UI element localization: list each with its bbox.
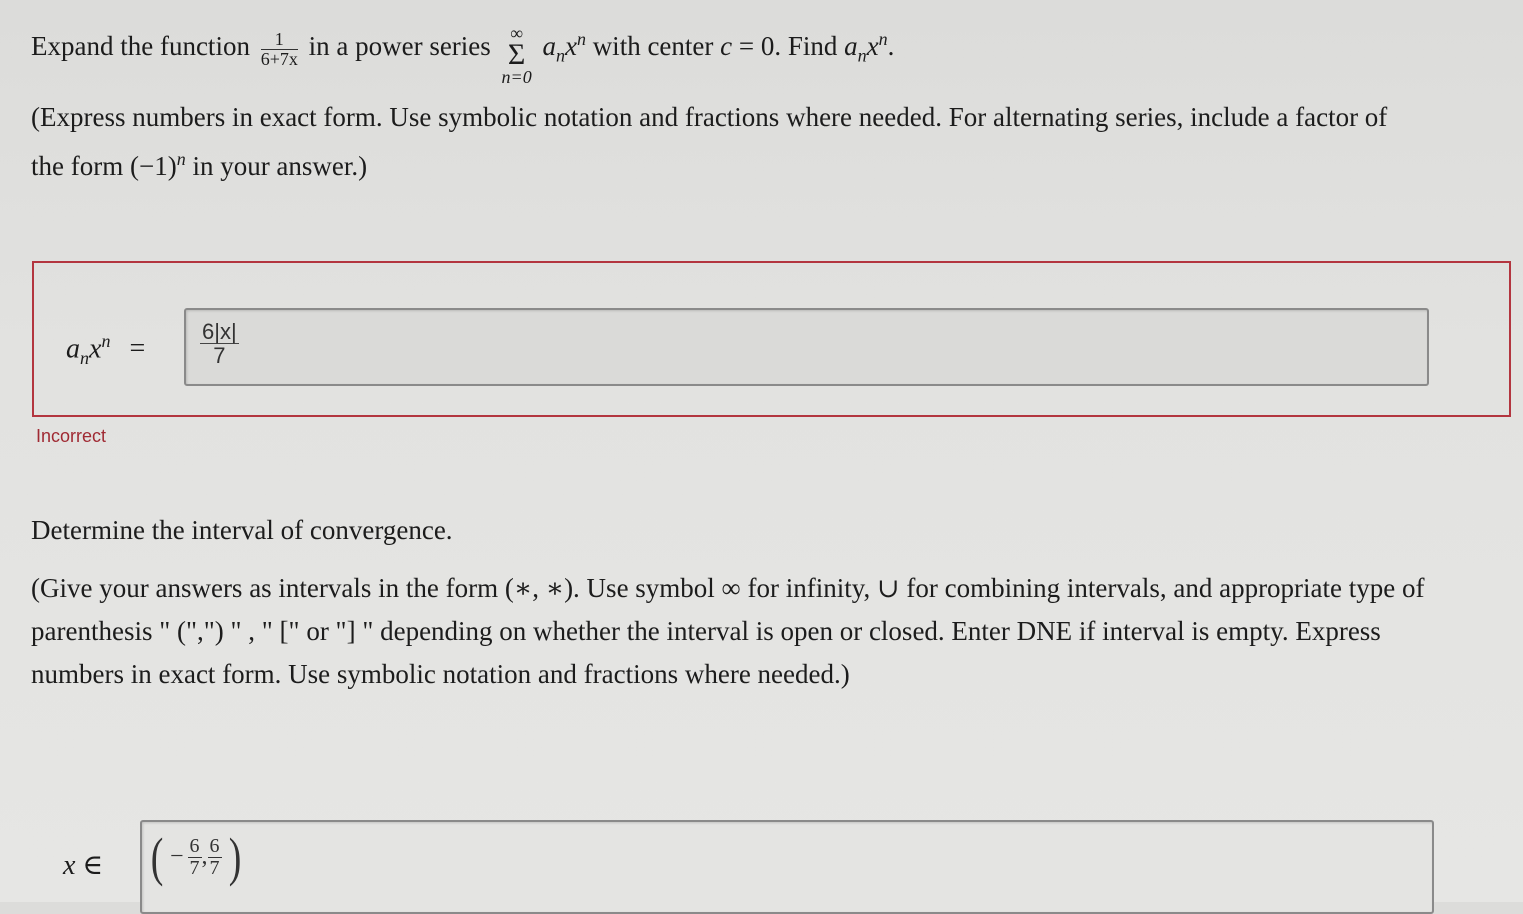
summation	[502, 24, 532, 86]
function-fraction	[261, 30, 298, 69]
question-1-text	[31, 18, 895, 87]
question-2-text: Determine the interval of convergence.	[31, 515, 453, 545]
comma: ,	[201, 843, 208, 870]
center-eq: = 0. Find	[732, 31, 838, 62]
instructions-1-line-2b: in your answer.)	[185, 151, 368, 181]
answer-1-numerator: 6|x|	[202, 319, 237, 344]
find-a: a	[844, 31, 858, 62]
label-sub: n	[80, 347, 89, 368]
find-x: x	[866, 31, 879, 62]
find-sub: n	[857, 45, 867, 66]
label-a: a	[66, 333, 80, 365]
answer-1-fraction	[200, 320, 239, 367]
label-equals: =	[129, 333, 146, 365]
term-a: a	[542, 31, 556, 62]
find-sup: n	[878, 29, 888, 50]
function-denominator: 6+7x	[260, 48, 298, 69]
instructions-1-line-2a: the form (−1)	[31, 151, 177, 181]
label-x: x	[89, 333, 102, 365]
answer-1-input[interactable]	[184, 308, 1429, 386]
answer-1-denominator: 7	[213, 343, 226, 369]
sum-symbol: Σ	[507, 38, 526, 71]
question-prefix: Expand the function	[31, 31, 250, 62]
label-sup: n	[101, 331, 111, 351]
instructions-2-line-1: (Give your answers as intervals in the form (∗, ∗). Use symbol ∞ for infinity, ∪ for combining intervals, and appropriate type of	[31, 573, 1425, 603]
incorrect-status: Incorrect	[36, 426, 107, 446]
find-end: .	[887, 31, 895, 62]
answer-2-interval	[148, 827, 244, 887]
instructions-1-line-1: (Express numbers in exact form. Use symbolic notation and fractions where needed. For alternating series, include a factor of	[31, 102, 1388, 132]
right-numerator: 6	[209, 834, 220, 857]
close-paren: )	[228, 827, 241, 887]
left-fraction	[188, 836, 202, 879]
instructions-1-line-2-sup: n	[176, 149, 186, 169]
term-x: x	[564, 31, 577, 62]
instructions-2-line-2: parenthesis " (",") " , " [" or "] " depending on whether the interval is open or closed. Enter DNE if interval is empty. Express	[31, 616, 1381, 646]
instructions-1	[31, 96, 1501, 187]
term-sup: n	[576, 29, 586, 50]
answer-2-input[interactable]	[140, 820, 1434, 914]
right-denominator: 7	[209, 856, 220, 879]
question-mid: in a power series	[308, 31, 491, 62]
right-fraction	[208, 836, 222, 879]
center-var: c	[720, 31, 733, 62]
left-denominator: 7	[189, 856, 200, 879]
question-suffix: with center	[592, 31, 714, 62]
sum-lower-limit: n=0	[501, 67, 532, 87]
instructions-2-line-3: numbers in exact form. Use symbolic notation and fractions where needed.)	[31, 659, 850, 689]
minus-sign: −	[169, 843, 184, 870]
term-sub: n	[555, 45, 565, 66]
sum-upper-limit: ∞	[510, 23, 524, 43]
answer-1-label	[66, 331, 145, 369]
open-paren: (	[150, 827, 164, 887]
function-numerator: 1	[261, 30, 298, 50]
instructions-1-line-2	[31, 138, 1501, 187]
instructions-2	[31, 567, 1511, 696]
left-numerator: 6	[189, 834, 200, 857]
answer-2-label: x ∈	[63, 850, 104, 881]
